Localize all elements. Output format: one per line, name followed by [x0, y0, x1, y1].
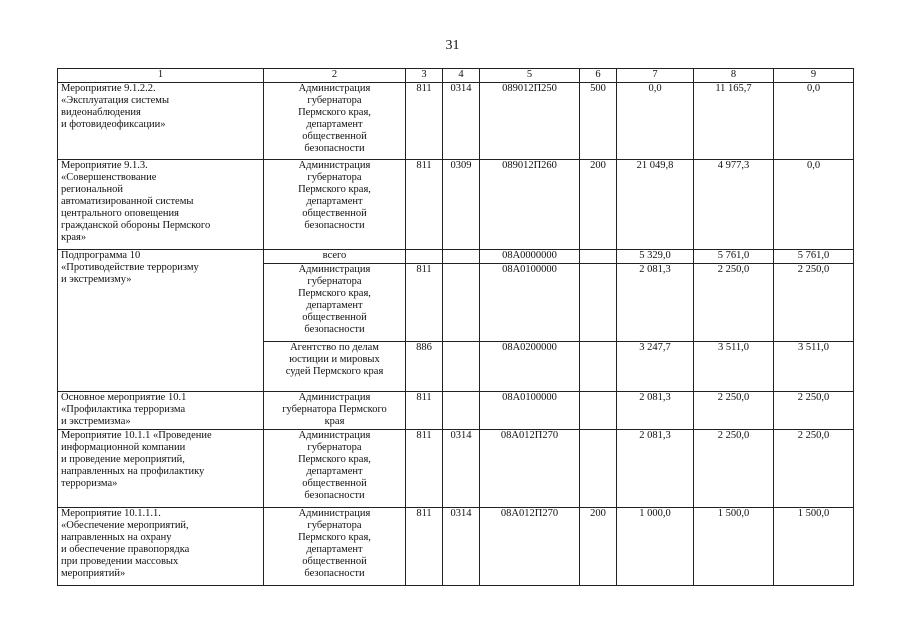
year1-amount-cell: 21 049,8 [617, 160, 694, 250]
target-article-cell: 08А012П270 [480, 430, 580, 508]
table-row [58, 392, 854, 430]
activity-name-cell: Подпрограмма 10 «Противодействие терроризму и экстремизму» [58, 250, 264, 392]
expense-type-cell [580, 430, 617, 508]
section-cell: 0314 [443, 508, 480, 586]
year1-amount-cell: 0,0 [617, 83, 694, 160]
year1-amount-cell: 2 081,3 [617, 430, 694, 508]
year3-amount-cell: 2 250,0 [774, 264, 854, 342]
section-cell [443, 392, 480, 430]
year3-amount-cell: 2 250,0 [774, 392, 854, 430]
budget-table [57, 68, 854, 586]
executor-cell: Администрация губернатора Пермского края, департамент общественной безопасности [264, 160, 406, 250]
column-header: 9 [774, 69, 854, 83]
year2-amount-cell: 11 165,7 [694, 83, 774, 160]
grbs-cell: 811 [406, 83, 443, 160]
expense-type-cell [580, 264, 617, 342]
target-article-cell: 08А0000000 [480, 250, 580, 264]
activity-name-cell: Основное мероприятие 10.1 «Профилактика терроризма и экстремизма» [58, 392, 264, 430]
activity-name-cell: Мероприятие 9.1.2.2. «Эксплуатация системы видеонаблюдения и фотовидеофиксации» [58, 83, 264, 160]
expense-type-cell [580, 342, 617, 392]
target-article-cell: 08А0100000 [480, 264, 580, 342]
executor-cell: Администрация губернатора Пермского края, департамент общественной безопасности [264, 83, 406, 160]
year2-amount-cell: 2 250,0 [694, 264, 774, 342]
column-header: 7 [617, 69, 694, 83]
grbs-cell: 811 [406, 392, 443, 430]
year2-amount-cell: 4 977,3 [694, 160, 774, 250]
year1-amount-cell: 3 247,7 [617, 342, 694, 392]
section-cell [443, 264, 480, 342]
year3-amount-cell: 0,0 [774, 83, 854, 160]
year1-amount-cell: 2 081,3 [617, 392, 694, 430]
year1-amount-cell: 1 000,0 [617, 508, 694, 586]
table-row [58, 430, 854, 508]
header-row [58, 69, 854, 83]
grbs-cell: 811 [406, 508, 443, 586]
grbs-cell: 811 [406, 264, 443, 342]
year3-amount-cell: 2 250,0 [774, 430, 854, 508]
executor-cell: Администрация губернатора Пермского края, департамент общественной безопасности [264, 430, 406, 508]
year2-amount-cell: 3 511,0 [694, 342, 774, 392]
target-article-cell: 08А012П270 [480, 508, 580, 586]
year2-amount-cell: 5 761,0 [694, 250, 774, 264]
column-header: 6 [580, 69, 617, 83]
column-header: 1 [58, 69, 264, 83]
grbs-cell: 811 [406, 430, 443, 508]
year3-amount-cell: 1 500,0 [774, 508, 854, 586]
year2-amount-cell: 2 250,0 [694, 430, 774, 508]
grbs-cell: 811 [406, 160, 443, 250]
activity-name-cell: Мероприятие 10.1.1.1. «Обеспечение мероприятий, направленных на охрану и обеспечение правопорядка при проведении массовых мероприятий» [58, 508, 264, 586]
executor-cell: Администрация губернатора Пермского края, департамент общественной безопасности [264, 508, 406, 586]
year2-amount-cell: 2 250,0 [694, 392, 774, 430]
activity-name-cell: Мероприятие 10.1.1 «Проведение информационной компании и проведение мероприятий, направленных на профилактику терроризма» [58, 430, 264, 508]
column-header: 3 [406, 69, 443, 83]
year1-amount-cell: 2 081,3 [617, 264, 694, 342]
target-article-cell: 08А0200000 [480, 342, 580, 392]
activity-name-cell: Мероприятие 9.1.3. «Совершенствование региональной автоматизированной системы центрального оповещения гражданской обороны Пермского края» [58, 160, 264, 250]
target-article-cell: 08А0100000 [480, 392, 580, 430]
table-row [58, 83, 854, 160]
column-header: 8 [694, 69, 774, 83]
expense-type-cell: 200 [580, 508, 617, 586]
executor-cell: всего [264, 250, 406, 264]
section-cell [443, 250, 480, 264]
executor-cell: Администрация губернатора Пермского края, департамент общественной безопасности [264, 264, 406, 342]
column-header: 4 [443, 69, 480, 83]
section-cell: 0314 [443, 430, 480, 508]
page-number: 31 [445, 38, 460, 53]
expense-type-cell [580, 250, 617, 264]
grbs-cell: 886 [406, 342, 443, 392]
table-row [58, 250, 854, 264]
target-article-cell: 089012П260 [480, 160, 580, 250]
section-cell [443, 342, 480, 392]
executor-cell: Администрация губернатора Пермского края [264, 392, 406, 430]
column-header: 2 [264, 69, 406, 83]
expense-type-cell: 500 [580, 83, 617, 160]
year3-amount-cell: 5 761,0 [774, 250, 854, 264]
target-article-cell: 089012П250 [480, 83, 580, 160]
section-cell: 0314 [443, 83, 480, 160]
year2-amount-cell: 1 500,0 [694, 508, 774, 586]
executor-cell: Агентство по делам юстиции и мировых судей Пермского края [264, 342, 406, 392]
year1-amount-cell: 5 329,0 [617, 250, 694, 264]
expense-type-cell: 200 [580, 160, 617, 250]
year3-amount-cell: 0,0 [774, 160, 854, 250]
column-header: 5 [480, 69, 580, 83]
year3-amount-cell: 3 511,0 [774, 342, 854, 392]
table-row [58, 508, 854, 586]
expense-type-cell [580, 392, 617, 430]
grbs-cell [406, 250, 443, 264]
section-cell: 0309 [443, 160, 480, 250]
table-row [58, 160, 854, 250]
